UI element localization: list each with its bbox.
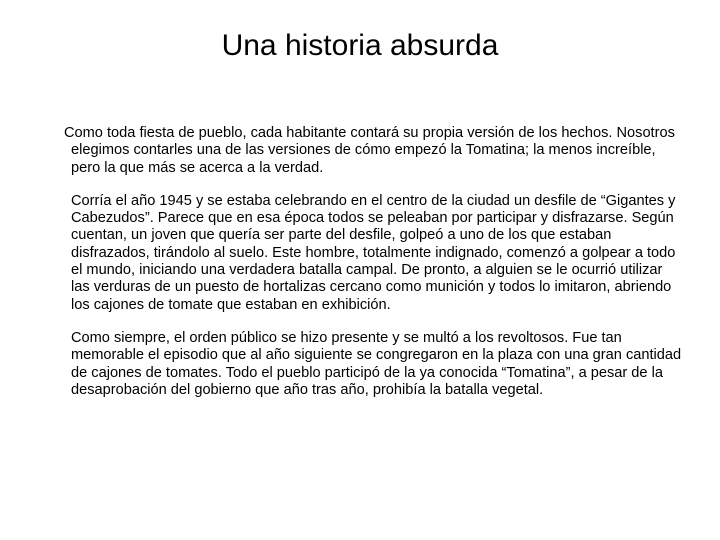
slide-title: Una historia absurda: [221, 29, 499, 62]
paragraph-aftermath: Como siempre, el orden público se hizo presente y se multó a los revoltosos. Fue tan memorable el episodio que al año siguiente se congregaron en la plaza con una gran cantidad de cajones de tomates. Todo el pueblo participó de la ya conocida “Tomatina”, a pesar de la desaprobación del gobierno que año tras año, prohibía la batalla vegetal.: [71, 329, 682, 398]
slide-body: [64, 125, 684, 415]
paragraph-history: Corría el año 1945 y se estaba celebrando en el centro de la ciudad un desfile de “Gigantes y Cabezudos”. Parece que en esa época todos se peleaban por participar y disfrazarse. Según cuentan, un joven que quería ser parte del desfile, golpeó a uno de los que estaban disfrazados, tirándolo al suelo. Este hombre, totalmente indignado, comenzó a golpear a todo el mundo, iniciando una verdadera batalla campal. De pronto, a alguien se le ocurrió utilizar las verduras de un puesto de hortalizas cercano como munición y todos lo imitaron, abriendo los cajones de tomate que estaban en exhibición.: [71, 192, 676, 313]
paragraph-intro: Como toda fiesta de pueblo, cada habitante contará su propia versión de los hechos. Nosotros elegimos contarles una de las versiones de cómo empezó la Tomatina; la menos increíble, pero la que más se acerca a la verdad.: [64, 125, 675, 176]
